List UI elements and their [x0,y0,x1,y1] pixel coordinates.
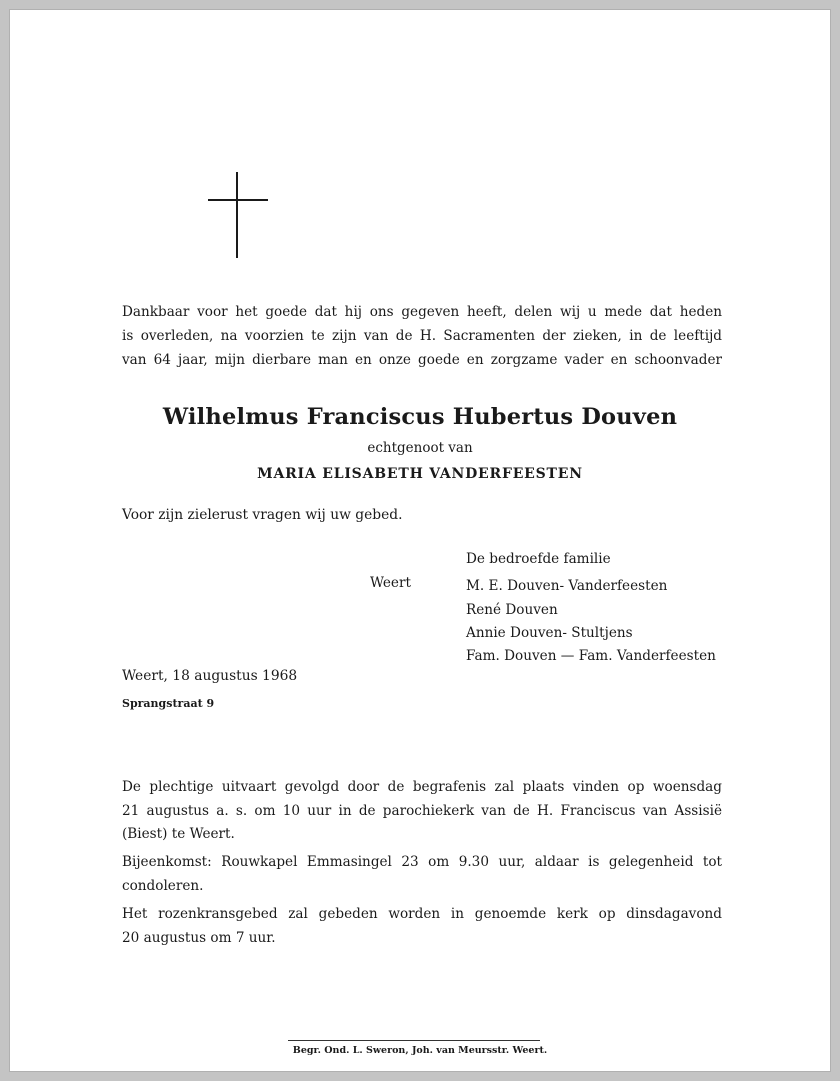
rosary-line: Het rozenkransgebed zal gebeden worden in genoemde kerk op dinsdagavond [122,906,722,922]
family-member: Annie Douven- Stultjens [466,624,633,641]
funeral-line: 21 augustus a. s. om 10 uur in de parochiekerk van de H. Franciscus van Assisië [122,802,722,819]
family-heading: De bedroefde familie [466,551,611,567]
intro-paragraph [122,300,722,372]
rosary-line: 20 augustus om 7 uur. [122,929,276,946]
intro-line: is overleden, na voorzien te zijn van de H. Sacramenten der zieken, in de leeftijd [122,328,722,344]
spouse-name: MARIA ELISABETH VANDERFEESTEN [257,466,583,482]
family-city: Weert [370,575,411,591]
rosary-paragraph [122,903,722,950]
printer-credit: Begr. Ond. L. Sweron, Joh. van Meursstr. Weert. [292,1045,548,1056]
address: Sprangstraat 9 [122,697,215,710]
gathering-line: condoleren. [122,877,204,894]
funeral-line: (Biest) te Weert. [122,826,235,842]
intro-line: van 64 jaar, mijn dierbare man en onze goede en zorgzame vader en schoonvader [122,352,722,368]
date-line: Weert, 18 augustus 1968 [122,668,298,684]
family-member: M. E. Douven- Vanderfeesten [466,578,668,595]
funeral-paragraph [122,776,722,847]
funeral-line: De plechtige uitvaart gevolgd door de begrafenis zal plaats vinden op woensdag [122,779,722,795]
deceased-name: Wilhelmus Franciscus Hubertus Douven [162,404,678,430]
cross-icon [208,172,268,258]
prayer-request: Voor zijn zielerust vragen wij uw gebed. [122,507,403,523]
gathering-line: Bijeenkomst: Rouwkapel Emmasingel 23 om 9.30 uur, aldaar is gelegenheid tot [122,854,722,870]
family-member: René Douven [466,601,558,618]
family-member: Fam. Douven — Fam. Vanderfeesten [466,648,716,665]
footer-divider [288,1040,540,1041]
family-block [466,548,716,668]
intro-line: Dankbaar voor het goede dat hij ons gegeven heeft, delen wij u mede dat heden [122,304,722,320]
gathering-paragraph [122,851,722,898]
spouse-label: echtgenoot van [367,440,473,456]
